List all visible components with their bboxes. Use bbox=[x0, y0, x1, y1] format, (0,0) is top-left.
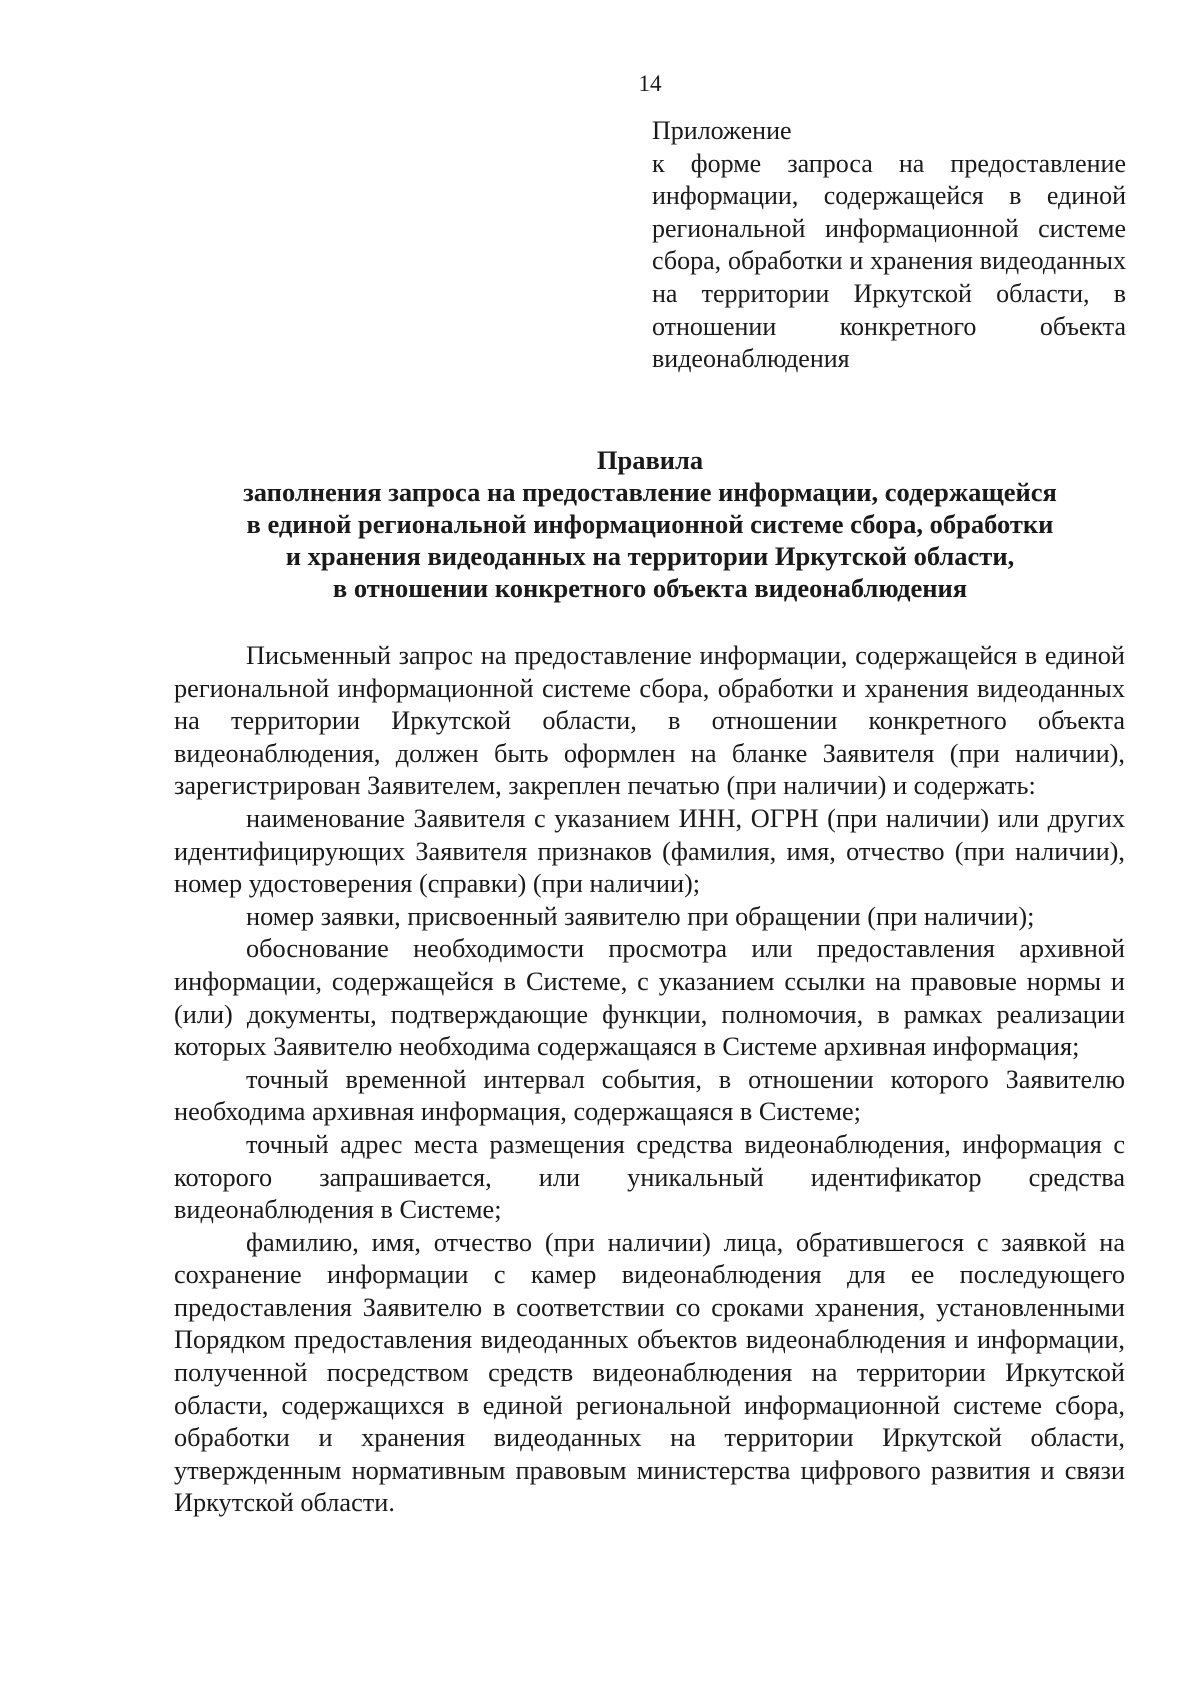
rules-subtitle-line: и хранения видеоданных на территории Иркутской области, bbox=[285, 541, 1015, 571]
requirement-item: фамилию, имя, отчество (при наличии) лица, обратившегося с заявкой на сохранение информации с камер видеонаблюдения для ее последующего предоставления Заявителю в соответствии со сроками хранения, установленными Порядком предоставления видеоданных объектов видеонаблюдения и информации, полученной посредством средств видеонаблюдения на территории Иркутской области, содержащихся в единой региональной информационной системе сбора, обработки и хранения видеоданных на территории Иркутской области, утвержденным нормативным правовым министерства цифрового развития и связи Иркутской области. bbox=[174, 1227, 1125, 1518]
rules-body bbox=[174, 640, 1125, 1520]
requirement-item: наименование Заявителя с указанием ИНН, ОГРН (при наличии) или других идентифицирующих Заявителя признаков (фамилия, имя, отчество (при наличии), номер удостоверения (справки) (при наличии); bbox=[174, 803, 1125, 899]
rules-subtitle-line: в отношении конкретного объекта видеонаблюдения bbox=[332, 573, 968, 603]
rules-subtitle-line: заполнения запроса на предоставление информации, содержащейся bbox=[243, 477, 1057, 507]
requirement-item: обоснование необходимости просмотра или предоставления архивной информации, содержащейся в Системе, с указанием ссылки на правовые нормы и (или) документы, подтверждающие функции, полномочия, в рамках реализации которых Заявителю необходима содержащаяся в Системе архивная информация; bbox=[174, 934, 1125, 1062]
appendix-title: Приложение bbox=[652, 116, 792, 145]
rules-subtitle-line: в единой региональной информационной системе сбора, обработки bbox=[246, 509, 1054, 539]
appendix-block bbox=[652, 115, 1126, 376]
appendix-text: к форме запроса на предоставление информации, содержащейся в единой региональной информационной системе сбора, обработки и хранения видеоданных на территории Иркутской области, в отношении конкретного объекта видеонаблюдения bbox=[652, 148, 1126, 374]
intro-paragraph: Письменный запрос на предоставление информации, содержащейся в единой региональной информационной системе сбора, обработки и хранения видеоданных на территории Иркутской области, в отношении конкретного объекта видеонаблюдения, должен быть оформлен на бланке Заявителя (при наличии), зарегистрирован Заявителем, закреплен печатью (при наличии) и содержать: bbox=[174, 641, 1125, 801]
page-number: 14 bbox=[638, 71, 662, 96]
requirement-item: номер заявки, присвоенный заявителю при обращении (при наличии); bbox=[246, 901, 1035, 931]
requirement-item: точный временной интервал события, в отношении которого Заявителю необходима архивная информация, содержащаяся в Системе; bbox=[174, 1064, 1125, 1127]
requirement-item: точный адрес места размещения средства видеонаблюдения, информация с которого запрашивается, или уникальный идентификатор средства видеонаблюдения в Системе; bbox=[174, 1129, 1125, 1225]
rules-title: Правила bbox=[596, 445, 704, 475]
rules-heading bbox=[170, 444, 1130, 604]
